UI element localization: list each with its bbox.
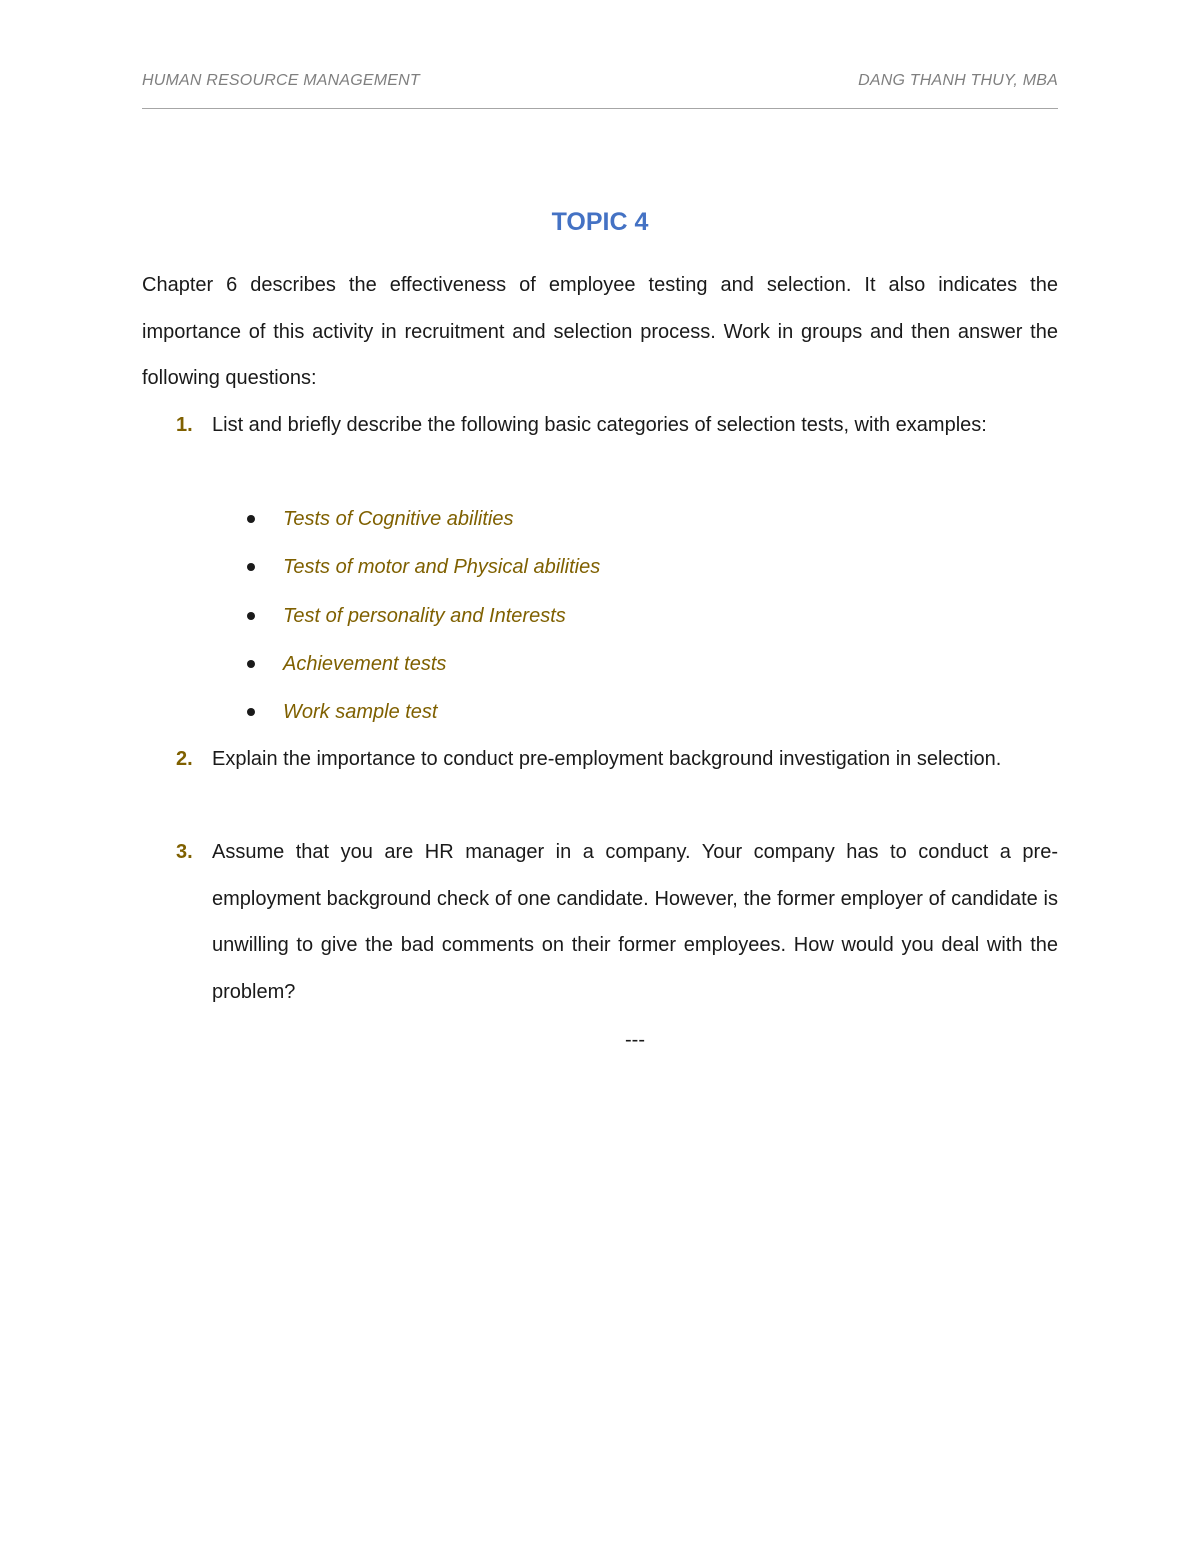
bullet-icon bbox=[247, 612, 255, 620]
list-item-label: Achievement tests bbox=[283, 652, 447, 675]
list-item-label: Tests of motor and Physical abilities bbox=[283, 556, 601, 579]
question-number: 1. bbox=[176, 414, 193, 436]
page-header bbox=[142, 72, 1058, 94]
topic-title: TOPIC 4 bbox=[551, 208, 649, 236]
question-text: List and briefly describe the following basic categories of selection tests, with examples: bbox=[212, 414, 987, 436]
end-of-topic-mark: --- bbox=[625, 1029, 645, 1051]
bullet-icon bbox=[247, 660, 255, 668]
intro-text: Chapter 6 describes the effectiveness of employee testing and selection. It also indicates the importance of this activity in recruitment and selection process. Work in groups and then answer the following questions: bbox=[142, 274, 1058, 389]
list-item bbox=[142, 496, 1058, 544]
bullet-icon bbox=[247, 708, 255, 716]
question-text: Assume that you are HR manager in a company. Your company has to conduct a pre-employment background check of one candidate. However, the former employer of candidate is unwilling to give the bad comments on their former employees. How would you deal with the problem? bbox=[212, 841, 1058, 1003]
bullet-icon bbox=[247, 515, 255, 523]
intro-paragraph bbox=[142, 262, 1058, 402]
list-item bbox=[142, 641, 1058, 689]
list-item bbox=[142, 544, 1058, 592]
list-item-label: Test of personality and Interests bbox=[283, 604, 566, 627]
question-number: 3. bbox=[176, 841, 193, 863]
question-text: Explain the importance to conduct pre-employment background investigation in selection. bbox=[212, 748, 1002, 770]
bullet-icon bbox=[247, 563, 255, 571]
question-1 bbox=[142, 402, 1058, 449]
question-3 bbox=[142, 829, 1058, 1015]
question-number: 2. bbox=[176, 748, 193, 770]
list-item bbox=[142, 689, 1058, 737]
question-2 bbox=[142, 736, 1058, 783]
list-item-label: Work sample test bbox=[283, 701, 438, 724]
header-course-title: HUMAN RESOURCE MANAGEMENT bbox=[142, 72, 420, 89]
header-author: DANG THANH THUY, MBA bbox=[858, 72, 1058, 89]
test-category-list bbox=[142, 496, 1058, 737]
list-item bbox=[142, 593, 1058, 641]
list-item-label: Tests of Cognitive abilities bbox=[283, 508, 514, 530]
header-divider bbox=[142, 108, 1058, 109]
